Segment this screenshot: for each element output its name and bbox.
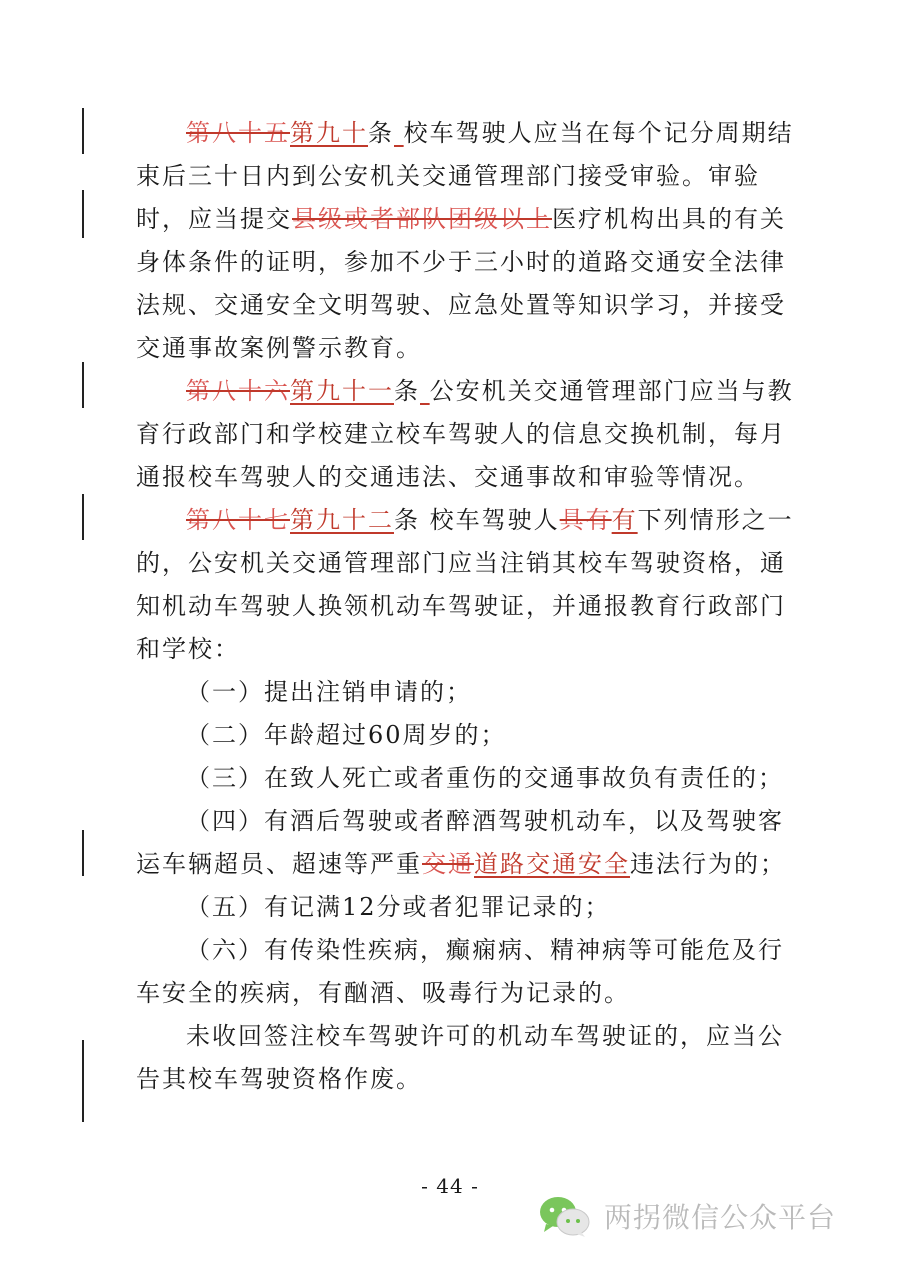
article-suffix: 条 bbox=[394, 377, 420, 405]
change-bar bbox=[82, 108, 84, 154]
list-item: （五）有记满12分或者犯罪记录的； bbox=[186, 893, 611, 921]
closing-paragraph bbox=[136, 1015, 796, 1101]
closing-text: 未收回签注校车驾驶许可的机动车驾驶证的，应当公告其校车驾驶资格作废。 bbox=[136, 1022, 784, 1093]
change-bar bbox=[82, 494, 84, 540]
article-90 bbox=[136, 112, 796, 370]
deleted-text: 具有 bbox=[559, 506, 612, 534]
list-item: （六）有传染性疾病，癫痫病、精神病等可能危及行车安全的疾病，有酗酒、吸毒行为记录的。 bbox=[136, 936, 784, 1007]
inserted-article-number: 第九十 bbox=[290, 119, 368, 147]
document-body bbox=[136, 112, 796, 1101]
list-item: （三）在致人死亡或者重伤的交通事故负有责任的； bbox=[186, 764, 784, 792]
list-item: （一）提出注销申请的； bbox=[186, 678, 472, 706]
wechat-logo-icon bbox=[536, 1194, 592, 1238]
article-text: 校车驾驶人应当在每个记分周期结束后三十日内到公安机关交通管理部门接受审验。审验时，应当提交 bbox=[136, 119, 794, 233]
deleted-article-number: 第八十五 bbox=[186, 119, 290, 147]
article-text: 下列情形之一的，公安机关交通管理部门应当注销其校车驾驶资格，通知机动车驾驶人换领机动车驾驶证，并通报教育行政部门和学校： bbox=[136, 506, 794, 663]
deleted-article-number: 第八十六 bbox=[186, 377, 290, 405]
item-text: 违法行为的； bbox=[630, 850, 786, 878]
list-item bbox=[136, 800, 796, 886]
article-text: 校车驾驶人 bbox=[429, 506, 560, 534]
inserted-text: 道路交通安全 bbox=[474, 850, 630, 878]
change-bar bbox=[82, 362, 84, 408]
article-text: 医疗机构出具的有关身体条件的证明，参加不少于三小时的道路交通安全法律法规、交通安全文明驾驶、应急处置等知识学习，并接受交通事故案例警示教育。 bbox=[136, 205, 786, 362]
article-92 bbox=[136, 499, 796, 671]
item-text: （四）有酒后驾驶或者醉酒驾驶机动车，以及驾驶客运车辆超员、超速等严重 bbox=[136, 807, 784, 878]
page-number: - 44 - bbox=[421, 1174, 479, 1198]
inserted-article-number: 第九十一 bbox=[290, 377, 394, 405]
deleted-text: 县级或者部队团级以上 bbox=[292, 205, 552, 233]
article-suffix: 条 bbox=[368, 119, 394, 147]
watermark bbox=[536, 1192, 836, 1240]
deleted-article-number: 第八十七 bbox=[186, 506, 290, 534]
article-91 bbox=[136, 370, 796, 499]
change-bar bbox=[82, 190, 84, 238]
inserted-article-number: 第九十二 bbox=[290, 506, 394, 534]
deleted-text: 交通 bbox=[422, 850, 474, 878]
article-suffix: 条 bbox=[394, 506, 420, 534]
list-item: （二）年龄超过60周岁的； bbox=[186, 721, 507, 749]
watermark-text: 两拐微信公众平台 bbox=[604, 1201, 837, 1234]
change-bar bbox=[82, 1040, 84, 1122]
article-text: 公安机关交通管理部门应当与教育行政部门和学校建立校车驾驶人的信息交换机制，每月通报校车驾驶人的交通违法、交通事故和审验等情况。 bbox=[136, 377, 794, 491]
change-bar bbox=[82, 830, 84, 876]
inserted-text: 有 bbox=[611, 506, 638, 534]
